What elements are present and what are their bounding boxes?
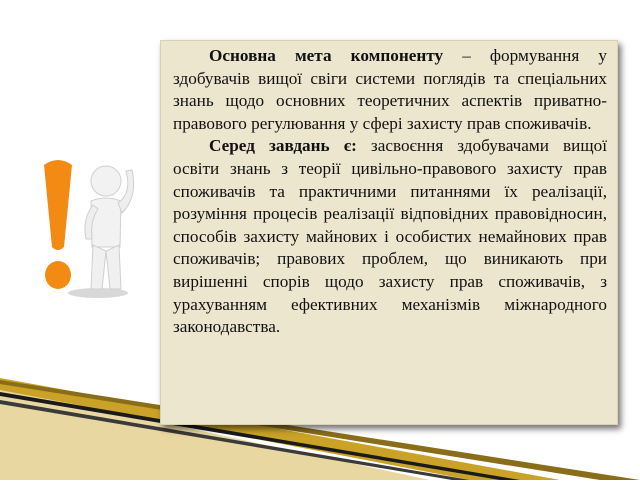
goal-heading: Основна мета компоненту [209, 46, 444, 65]
goal-paragraph [173, 45, 607, 135]
tasks-text: засвоєння здобувачами вищої освіти знань з теорії цивільно-правового захисту прав споживачів та практичними питаннями їх реалізації, розуміння процесів реалізації відповідних правовідносин, способів захисту майнових і особистих немайнових прав споживачів; правових проблем, що виникають при вирішенні спорів щодо захисту прав споживачів, з урахуванням ефективних механізмів міжнародного законодавства. [173, 136, 607, 337]
tasks-heading: Серед завдань є: [209, 136, 357, 156]
goal-text: – формування у здобувачів вищої свіги системи поглядів та спеціальних знань щодо основних теоретичних аспектів приватно-правового регулювання у сфері захисту прав споживачів. [173, 46, 607, 133]
person-with-exclamation-mark-icon [36, 155, 136, 300]
tasks-paragraph [173, 135, 607, 338]
text-panel [160, 40, 618, 425]
